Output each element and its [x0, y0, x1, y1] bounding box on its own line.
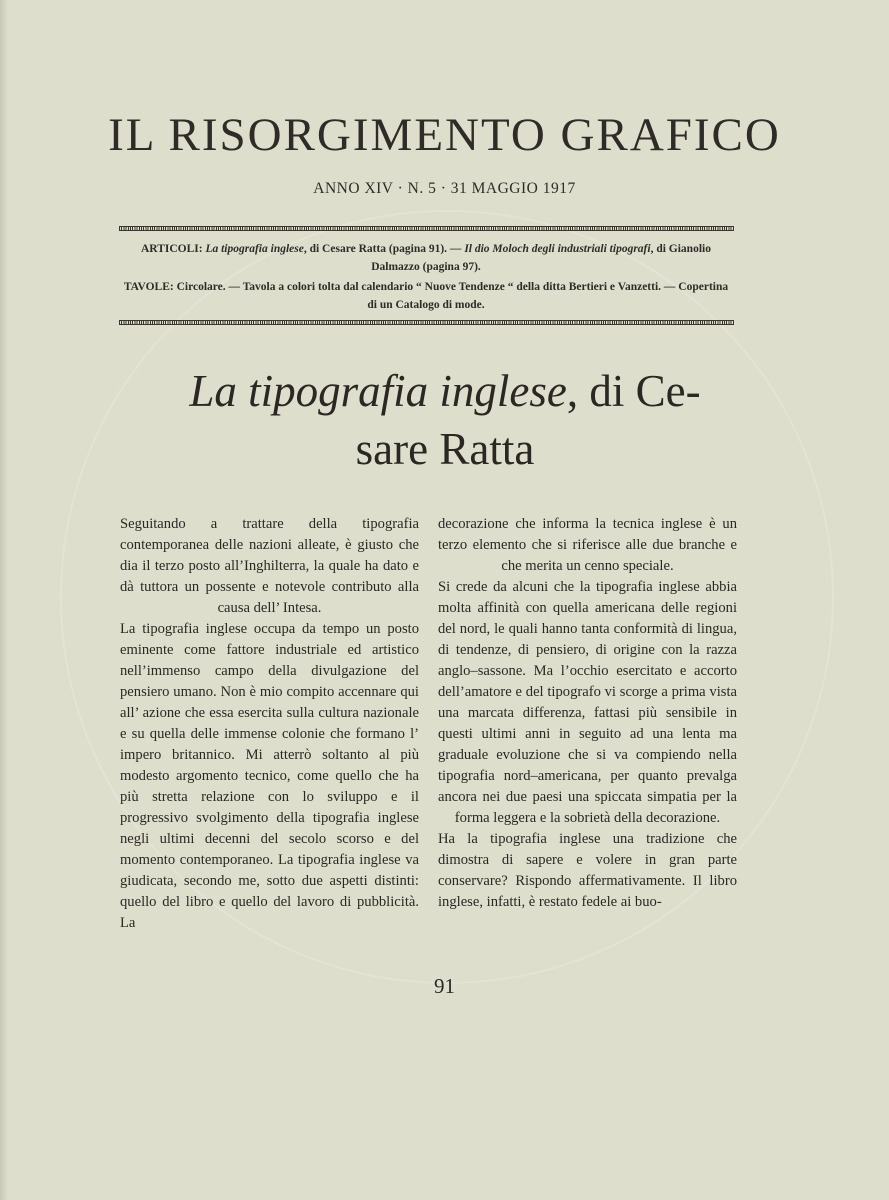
article-title: [120, 362, 770, 478]
article-title-author-line1: , di Ce-: [566, 366, 701, 416]
page-number: 91: [434, 974, 455, 998]
paragraph: Seguitando a trattare della tipografia contemporanea delle nazioni alleate, è giusto che dia il terzo posto all’Inghilterra, la quale ha dato e dà tuttora un possente e notevole contributo alla causa dell’ Intesa.: [120, 516, 419, 616]
article-title-author-line2: sare Ratta: [355, 424, 535, 474]
bottom-ornamental-rule: [119, 320, 734, 325]
right-column: [438, 514, 737, 913]
left-column: [120, 514, 419, 934]
toc-article2-detail: , di Gianolio Dalmazzo (pagina 97).: [371, 243, 711, 273]
toc-article2-title: Il dio Moloch degli industriali tipografi: [464, 243, 651, 255]
paragraph: La tipografia inglese occupa da tempo un posto eminente come fattore industriale ed artistico nell’immenso campo della divulgazione del pensiero umano. Non è mio compito accennare qui all’ azione che essa esercita sulla cultura nazionale e su quella delle immense colonie che formano l’ impero britannico. Mi atterrò soltanto al più modesto argomento tecnico, come quello che ha più stretta relazione con lo sviluppo e il progressivo svolgimento della tipografia inglese negli ultimi decenni del secolo scorso e del momento contemporaneo. La tipografia inglese va giudicata, secondo me, sotto due aspetti distinti: quello del libro e quello del lavoro di pubblicità. La: [120, 621, 419, 931]
paragraph: Ha la tipografia inglese una tradizione che dimostra di sapere e volere in gran parte conservare? Rispondo affermativamente. Il libro inglese, infatti, è restato fedele ai buo-: [438, 831, 737, 910]
toc-articoli-label: ARTICOLI:: [141, 243, 203, 255]
masthead-title: IL RISORGIMENTO GRAFICO: [108, 109, 781, 161]
top-ornamental-rule: [119, 226, 734, 231]
toc-article1-title: La tipografia inglese: [205, 243, 304, 255]
toc-tavole: [120, 279, 732, 314]
issue-line: ANNO XIV · N. 5 · 31 MAGGIO 1917: [313, 180, 576, 197]
table-of-contents: [120, 241, 732, 317]
paragraph: decorazione che informa la tecnica inglese è un terzo elemento che si riferisce alle due branche e che merita un cenno speciale.: [438, 516, 737, 574]
toc-tavole-label: TAVOLE:: [123, 281, 174, 293]
toc-article1-detail: , di Cesare Ratta (pagina 91). —: [303, 243, 465, 255]
article-title-italic: La tipografia inglese: [189, 366, 567, 416]
paragraph: Si crede da alcuni che la tipografia inglese abbia molta affinità con quella americana delle regioni del nord, le quali hanno tanta conformità di lingua, di tendenze, di pensiero, di origine con la razza anglo–sassone. Ma l’occhio esercitato e accorto dell’amatore e del tipografo vi scorge a prima vista una marcata differenza, fattasi più sensibile in questi ultimi anni in seguito ad una lenta ma graduale evoluzione che si va compiendo nella tipografia nord–americana, per quanto prevalga ancora nei due paesi una spiccata simpatia per la forma leggera e la sobrietà della decorazione.: [438, 579, 737, 826]
toc-articoli: [120, 241, 732, 276]
toc-tavole-text: Circolare. — Tavola a colori tolta dal calendario “ Nuove Tendenze “ della ditta Bertieri e Vanzetti. — Copertina di un Catalogo di mode.: [176, 281, 729, 311]
